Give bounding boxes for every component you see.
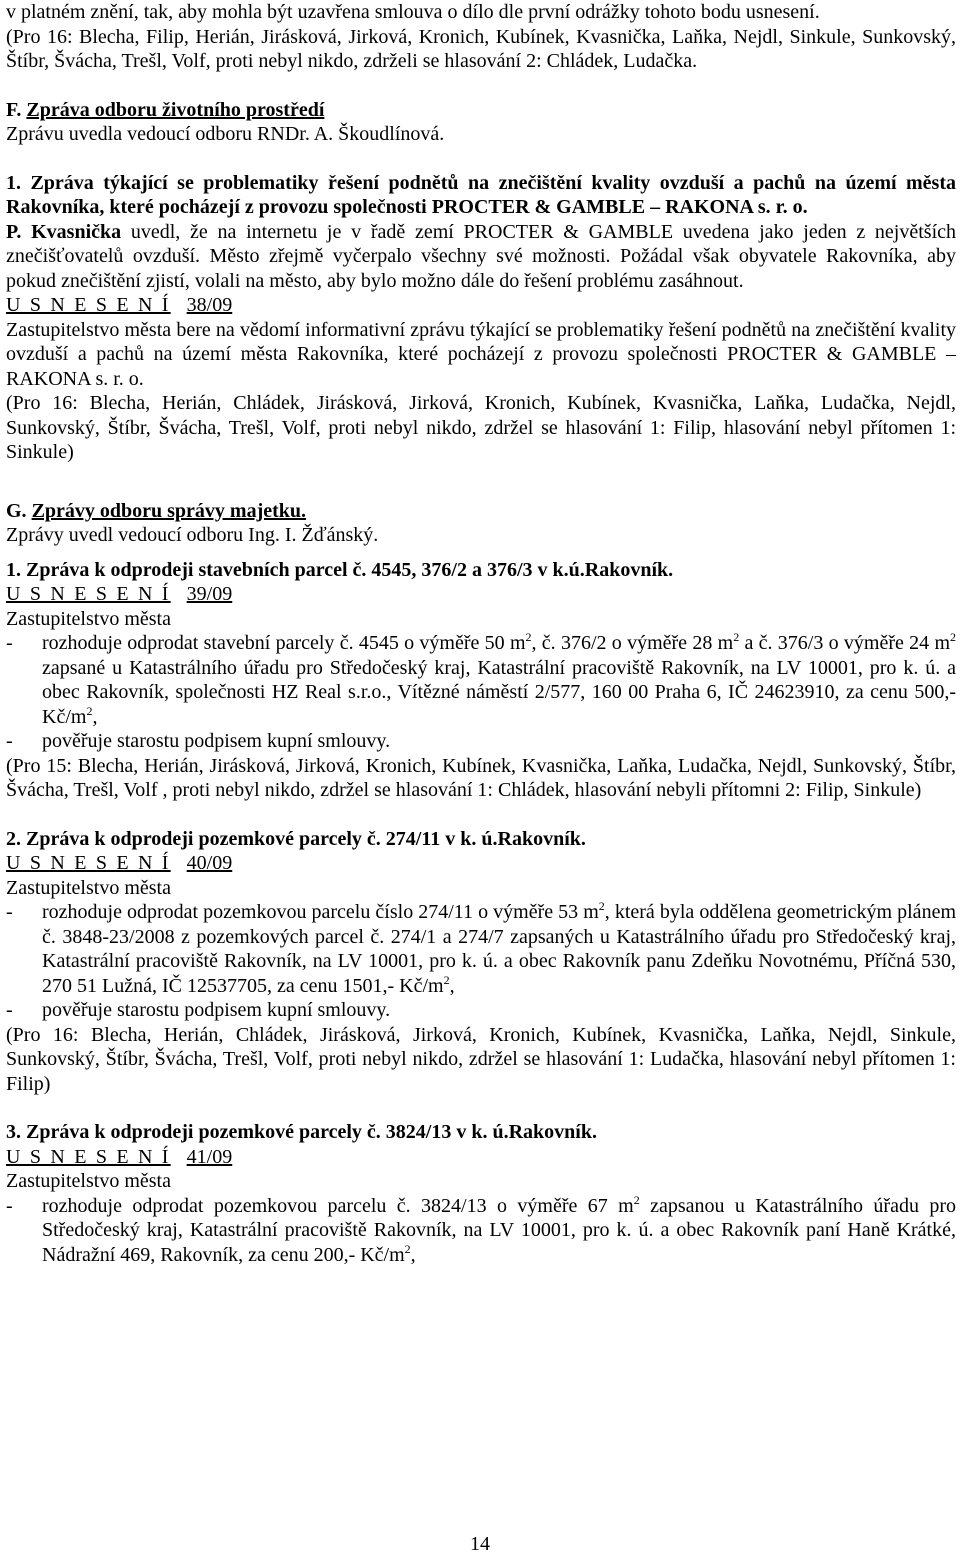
- resolution-40-council: Zastupitelstvo města: [6, 876, 171, 899]
- resolution-40-heading: U S N E S E N Í 40/09: [6, 852, 233, 874]
- resolution-41-heading: U S N E S E N Í 41/09: [6, 1145, 233, 1168]
- resolution-39-council: Zastupitelstvo města: [6, 607, 171, 630]
- intro-vote: (Pro 16: Blecha, Filip, Herián, Jirásková, Jirková, Kronich, Kubínek, Kvasnička, Laňka, Nejdl, Sinkule, Sunkovský, Štíbr, Švácha, Trešl, Volf, proti nebyl nikdo, zdrželi se hlasování 2: Chládek, Ludačka.: [6, 25, 956, 72]
- report-f1-title: 1. Zpráva týkající se problematiky řešení podnětů na znečištění kvality ovzduší a pachů na území města Rakovníka, které pocházejí z provozu společnosti PROCTER & GAMBLE – RAKONA s. r. o.: [6, 171, 956, 218]
- resolution-38-vote: (Pro 16: Blecha, Herián, Chládek, Jirásková, Jirková, Kronich, Kubínek, Kvasnička, Laňka, Ludačka, Nejdl, Sunkovský, Štíbr, Švácha, Trešl, Volf, proti nebyl nikdo, zdržel se hlasování 1: Filip, hlasování nebyl přítomen 1: Sinkule): [6, 392, 956, 463]
- report-g2-title: 2. Zpráva k odprodeji pozemkové parcely č. 274/11 v k. ú.Rakovník.: [6, 827, 586, 850]
- resolution-39-item-1: - rozhoduje odprodat stavební parcely č. 4545 o výměře 50 $m^2$, č. 376/2 o výměře 28 $m^2$ a č. 376/3 o výměře 24 $m^2$ zapsané u Katastrálního úřadu pro Středočeský kraj, Katastrální pracoviště Rakovník, na LV 10001, pro k. ú. a obec Rakovník, společnosti HZ Real s.r.o., Vítězné náměstí 2/577, 160 00 Praha 6, IČ 24623910, za cenu 500,- $Kč/m^2$,: [6, 630, 957, 728]
- resolution-41-council: Zastupitelstvo města: [6, 1170, 171, 1192]
- resolution-40-item-1: - rozhoduje odprodat pozemkovou parcelu číslo 274/11 o výměře 53 $m^2$, která byla oddělena geometrickým plánem č. 3848-23/2008 z pozemkových parcel č. 274/1 a 274/7 zapsaných u Katastrálního úřadu pro Středočeský kraj, Katastrální pracoviště Rakovník, na LV 10001, pro k. ú. a obec Rakovník panu Zdeňku Novotnému, Příčná 530, 270 51 Lužná, IČ 12537705, za cenu 1501,- $Kč/m^2$,: [6, 899, 956, 997]
- resolution-39-item-2: - pověřuje starostu podpisem kupní smlouvy.: [6, 730, 391, 752]
- resolution-40-vote: (Pro 16: Blecha, Herián, Chládek, Jirásková, Jirková, Kronich, Kubínek, Kvasnička, Laňka, Nejdl, Sinkule, Sunkovský, Štíbr, Švácha, Trešl, Volf, proti nebyl nikdo, zdržel se hlasování 1: Ludačka, hlasování nebyl přítomen 1: Filip): [6, 1023, 956, 1095]
- report-g3-title: 3. Zpráva k odprodeji pozemkové parcely č. 3824/13 v k. ú.Rakovník.: [6, 1121, 597, 1143]
- resolution-38-text: Zastupitelstvo města bere na vědomí informativní zprávu týkající se problematiky řešení podnětů na znečištění kvality ovzduší a pachů na území města Rakovníka, které pocházejí z provozu společnosti PROCTER & GAMBLE – RAKONA s. r. o.: [6, 318, 956, 390]
- report-g1-title: 1. Zpráva k odprodeji stavebních parcel č. 4545, 376/2 a 376/3 v k.ú.Rakovník.: [6, 558, 674, 581]
- resolution-40-item-2: - pověřuje starostu podpisem kupní smlouvy.: [6, 999, 391, 1021]
- section-g-presenter: Zprávy uvedl vedoucí odboru Ing. I. Žďánský.: [6, 524, 379, 546]
- resolution-39-vote: (Pro 15: Blecha, Herián, Jirásková, Jirková, Kronich, Kubínek, Kvasnička, Laňka, Ludačka, Nejdl, Sunkovský, Štíbr, Švácha, Trešl, Volf , proti nebyl nikdo, zdržel se hlasování 1: Chládek, hlasování nebyli přítomni 2: Filip, Sinkule): [6, 754, 956, 801]
- section-g-heading: G. Zprávy odboru správy majetku.: [6, 499, 307, 522]
- section-f-presenter: Zprávu uvedla vedoucí odboru RNDr. A. Škoudlínová.: [6, 123, 445, 145]
- resolution-38-heading: U S N E S E N Í 38/09: [6, 294, 233, 316]
- section-f-heading: F. Zpráva odboru životního prostředí: [6, 98, 325, 121]
- intro-continuation: v platném znění, tak, aby mohla být uzavřena smlouva o dílo dle první odrážky tohoto bodu usnesení.: [6, 1, 820, 23]
- page-number: 14: [470, 1533, 490, 1555]
- resolution-39-heading: U S N E S E N Í 39/09: [6, 583, 233, 605]
- resolution-41-item-1: - rozhoduje odprodat pozemkovou parcelu č. 3824/13 o výměře 67 $m^2$ zapsanou u Katastrálního úřadu pro Středočeský kraj, Katastrální pracoviště Rakovník, na LV 10001, pro k. ú. a obec Rakovník paní Haně Krátké, Nádražní 469, Rakovník, za cenu 200,- $Kč/m^2$,: [6, 1192, 957, 1266]
- report-f1-text: P. Kvasnička uvedl, že na internetu je v řadě zemí PROCTER & GAMBLE uvedena jako jeden z největších znečišťovatelů ovzduší. Město zřejmě vyčerpalo všechny své možnosti. Požádal však obyvatele Rakovníka, aby pokud znečištění zjistí, volali na město, aby bylo možno dále do řešení problému zasáhnout.: [6, 220, 957, 292]
